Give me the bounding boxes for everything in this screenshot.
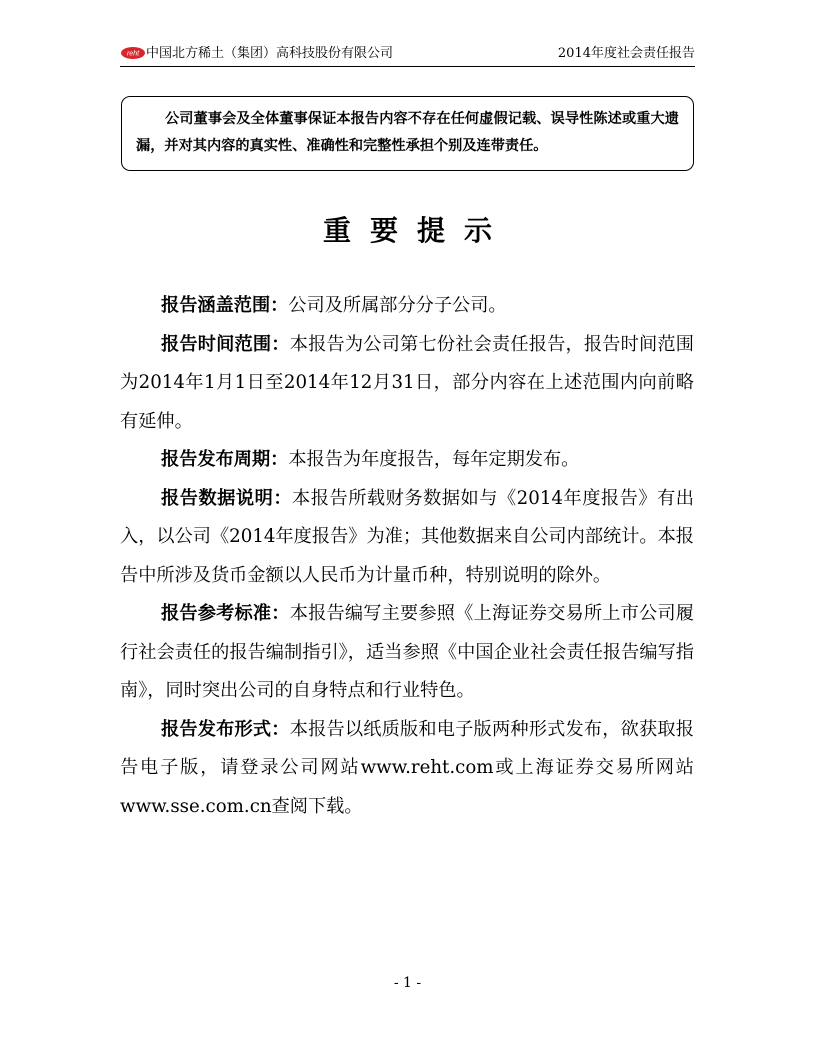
company-name: 中国北方稀土（集团）高科技股份有限公司 (146, 46, 394, 61)
svg-text:reht: reht (126, 50, 140, 58)
section-text: 本报告以纸质版和电子版两种形式发布，欲获取报告电子版，请登录公司网站www.reht.com或上海证券交易所网站www.sse.com.cn查阅下载。 (120, 718, 694, 817)
section-text: 本报告所载财务数据如与《2014年度报告》有出入，以公司《2014年度报告》为准；其他数据来自公司内部统计。本报告中所涉及货币金额以人民币为计量币种，特别说明的除外。 (120, 487, 694, 586)
section-label: 报告涵盖范围： (161, 295, 289, 316)
section-format (120, 711, 694, 827)
page-number: - 1 - (393, 975, 422, 991)
board-statement-box (121, 96, 694, 171)
reht-logo-icon (120, 46, 146, 60)
section-standards (120, 595, 694, 711)
document-body (120, 287, 694, 826)
section-label: 报告数据说明： (161, 487, 293, 509)
section-label: 报告时间范围： (161, 333, 290, 355)
page-header (120, 44, 695, 67)
page-title: 重要提示 (322, 214, 511, 247)
section-data (120, 480, 694, 596)
section-cycle (120, 441, 694, 480)
section-coverage (120, 287, 694, 326)
section-label: 报告发布形式： (161, 718, 290, 740)
section-text: 本报告为年度报告，每年定期发布。 (288, 449, 580, 470)
section-time-range (120, 326, 694, 442)
board-statement-text: 公司董事会及全体董事保证本报告内容不存在任何虚假记载、误导性陈述或重大遗漏，并对其内容的真实性、准确性和完整性承担个别及连带责任。 (136, 111, 679, 154)
section-label: 报告发布周期： (161, 449, 289, 470)
section-text: 本报告为公司第七份社会责任报告，报告时间范围为2014年1月1日至2014年12月31日，部分内容在上述范围内向前略有延伸。 (120, 333, 694, 432)
section-text: 公司及所属部分分子公司。 (288, 295, 507, 316)
section-text: 本报告编写主要参照《上海证券交易所上市公司履行社会责任的报告编制指引》，适当参照《中国企业社会责任报告编写指南》，同时突出公司的自身特点和行业特色。 (120, 603, 694, 701)
report-title: 2014年度社会责任报告 (557, 46, 695, 61)
section-label: 报告参考标准： (161, 603, 290, 624)
